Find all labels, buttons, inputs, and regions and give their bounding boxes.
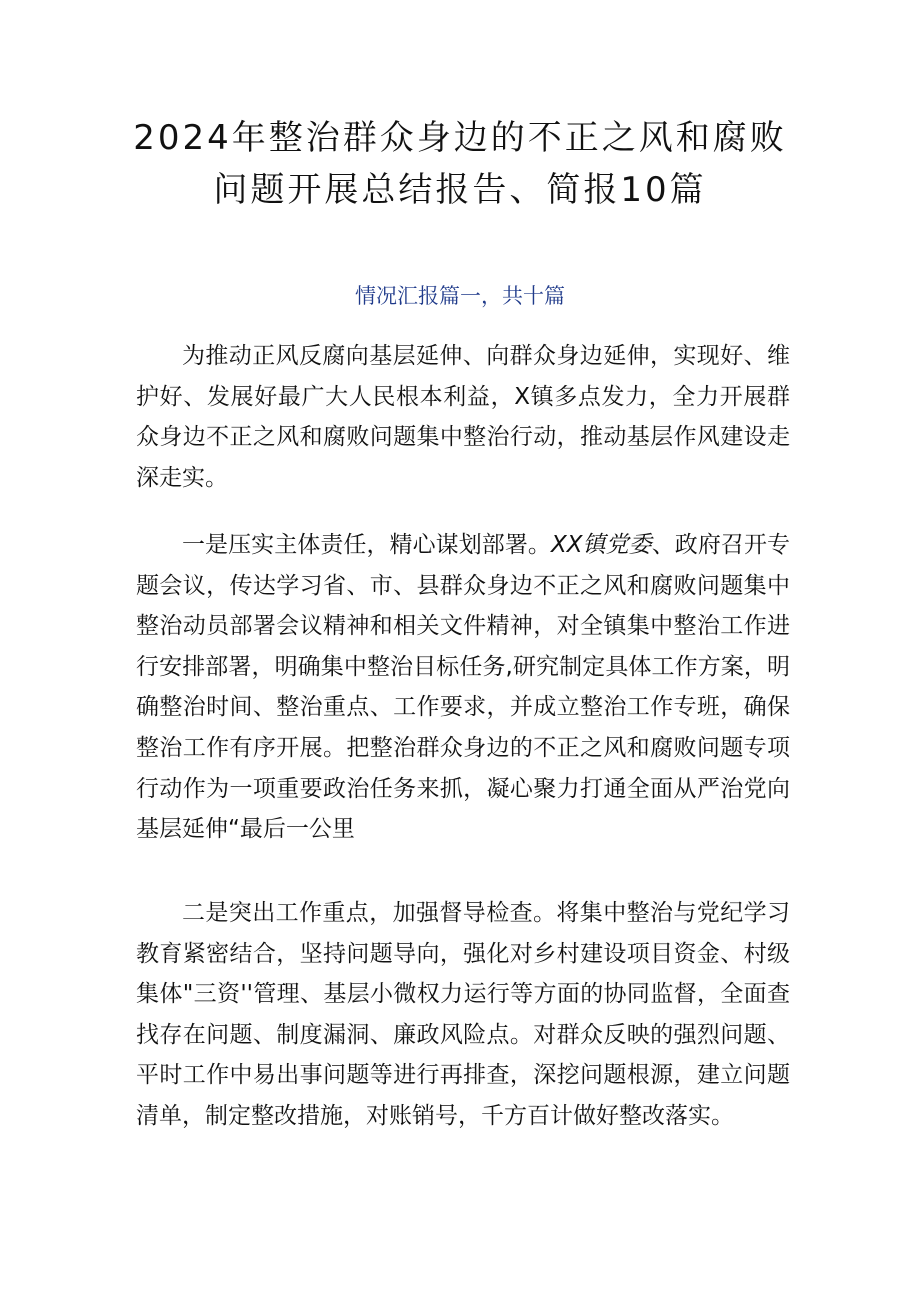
body-paragraph-1: 为推动正风反腐向基层延伸、向群众身边延伸，实现好、维护好、发展好最广大人民根本利益，X镇多点发力，全力开展群众身边不正之风和腐败问题集中整治行动，推动基层作风建设走深走实。	[136, 343, 790, 491]
section-heading: 情况汇报篇一，共十篇	[355, 284, 565, 308]
body-paragraph-2	[136, 525, 790, 850]
paragraph-lead-text: 一是压实主体责任，精心谋划部署。	[182, 532, 551, 558]
paragraph-rest-text: 、政府召开专题会议，传达学习省、市、县群众身边不正之风和腐败问题集中整治动员部署会议精神和相关文件精神，对全镇集中整治工作进行安排部署，明确集中整治目标任务,研究制定具体工作方案，明确整治时间、整治重点、工作要求，并成立整治工作专班，确保整治工作有序开展。把整治群众身边的不正之风和腐败问题专项行动作为一项重要政治任务来抓，凝心聚力打通全面从严治党向基层延伸“最后一公里	[136, 532, 791, 843]
italic-organization-name: XX镇党委	[550, 532, 652, 558]
document-title: 2024年整治群众身边的不正之风和腐败问题开展总结报告、简报10篇	[133, 118, 787, 210]
body-paragraph-3: 二是突出工作重点，加强督导检查。将集中整治与党纪学习教育紧密结合，坚持问题导向，强化对乡村建设项目资金、村级集体"三资''管理、基层小微权力运行等方面的协同监督，全面查找存在问题、制度漏洞、廉政风险点。对群众反映的强烈问题、平时工作中易出事问题等进行再排查，深挖问题根源，建立问题清单，制定整改措施，对账销号，千方百计做好整改落实。	[136, 900, 790, 1129]
